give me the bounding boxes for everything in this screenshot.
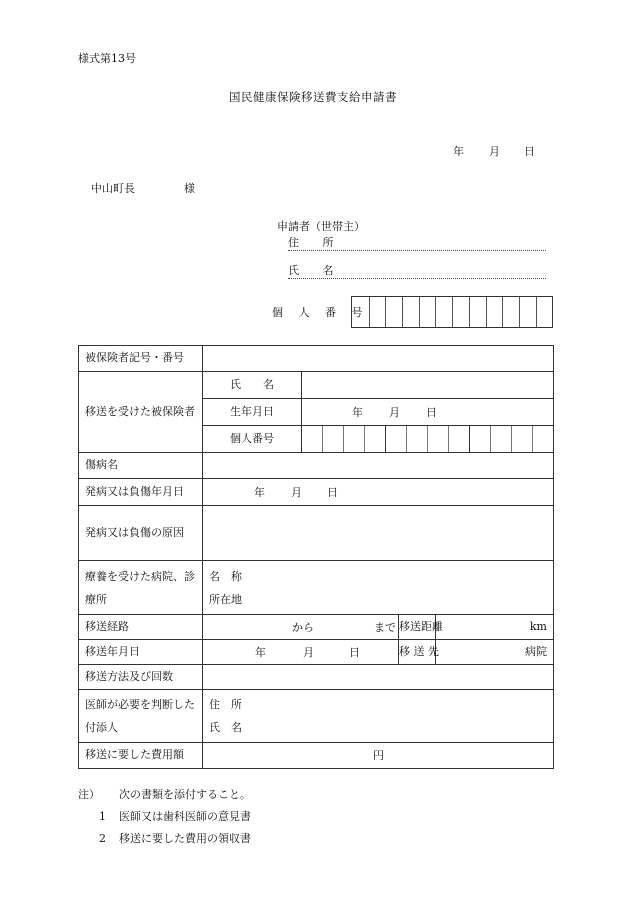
- birthdate-field[interactable]: [302, 399, 554, 426]
- applicant-address-field[interactable]: [288, 234, 546, 251]
- birthdate-label: 生年月日: [203, 399, 302, 426]
- onset-year-label: 年: [254, 486, 265, 499]
- digit-box[interactable]: [369, 297, 386, 327]
- route-field[interactable]: [203, 615, 399, 640]
- transport-date-field[interactable]: [203, 640, 399, 665]
- applicant-address-label: 住 所: [288, 236, 344, 249]
- transported-person-label: 移送を受けた被保険者: [79, 372, 203, 453]
- distance-field[interactable]: [436, 615, 554, 640]
- digit-box[interactable]: [486, 297, 503, 327]
- digit-box[interactable]: [435, 297, 452, 327]
- page-title: 国民健康保険移送費支給申請書: [229, 90, 397, 104]
- note-item-number: 1: [99, 810, 106, 823]
- notes: [78, 784, 251, 850]
- digit-box[interactable]: [469, 297, 486, 327]
- notes-prefix: 注）: [78, 788, 100, 801]
- hospital-address-label: 所在地: [209, 592, 242, 606]
- route-to-label: まで: [374, 621, 396, 634]
- attendant-field[interactable]: [203, 690, 554, 743]
- method-field[interactable]: [203, 665, 554, 690]
- onset-month-label: 月: [291, 486, 302, 499]
- yen-unit: 円: [373, 749, 384, 762]
- application-table: [78, 345, 554, 769]
- hospital-label: 療養を受けた病院、診療所: [79, 561, 203, 615]
- insured-number-label: 被保険者記号・番号: [79, 346, 203, 372]
- hospital-name-label: 名 称: [209, 569, 242, 583]
- km-unit: km: [529, 619, 547, 633]
- onset-day-label: 日: [327, 486, 338, 499]
- digit-box[interactable]: [419, 297, 436, 327]
- digit-box[interactable]: [536, 297, 553, 327]
- digit-box[interactable]: [402, 297, 419, 327]
- digit-box[interactable]: [519, 297, 536, 327]
- digit-box[interactable]: [385, 297, 402, 327]
- transport-date-label: 移送年月日: [79, 640, 203, 665]
- cost-field[interactable]: [203, 743, 554, 769]
- note-item-text: 医師又は歯科医師の意見書: [119, 810, 251, 823]
- hospital-suffix: 病院: [525, 644, 547, 658]
- cause-field[interactable]: [203, 506, 554, 561]
- disease-field[interactable]: [203, 453, 554, 479]
- cost-label: 移送に要した費用額: [79, 743, 203, 769]
- transport-day-label: 日: [349, 646, 360, 659]
- birth-day-label: 日: [426, 406, 437, 419]
- name-field[interactable]: [302, 372, 554, 399]
- onset-date-field[interactable]: [203, 479, 554, 506]
- note-item-number: 2: [99, 832, 106, 845]
- disease-label: 傷病名: [79, 453, 203, 479]
- digit-box[interactable]: [452, 297, 469, 327]
- form-number: 様式第13号: [78, 52, 136, 65]
- route-label: 移送経路: [79, 615, 203, 640]
- onset-date-label: 発病又は負傷年月日: [79, 479, 203, 506]
- date-month-label: 月: [489, 145, 500, 158]
- digit-box[interactable]: [352, 297, 369, 327]
- destination-field[interactable]: [436, 640, 554, 665]
- addressee-name: 中山町長: [91, 182, 135, 195]
- transport-year-label: 年: [255, 646, 266, 659]
- route-from-label: から: [292, 621, 314, 634]
- attendant-address-label: 住 所: [209, 698, 242, 711]
- cause-label: 発病又は負傷の原因: [79, 506, 203, 561]
- destination-label: 移 送 先: [399, 640, 436, 665]
- addressee-honorific: 様: [184, 182, 195, 195]
- method-label: 移送方法及び回数: [79, 665, 203, 690]
- notes-intro: 次の書類を添付すること。: [119, 788, 251, 801]
- applicant-name-label: 氏 名: [288, 264, 344, 277]
- personal-number-label: 個人番号: [203, 426, 302, 453]
- applicant-label: 申請者（世帯主）: [277, 220, 365, 233]
- name-label: 氏 名: [203, 372, 302, 399]
- birth-month-label: 月: [389, 406, 400, 419]
- applicant-name-field[interactable]: [288, 262, 546, 279]
- doctor-attendant-label: 医師が必要を判断した付添人: [79, 690, 203, 743]
- distance-label: 移送距離: [399, 615, 436, 640]
- hospital-field[interactable]: [203, 561, 554, 615]
- personal-number-boxes[interactable]: [302, 426, 554, 453]
- transport-month-label: 月: [303, 646, 314, 659]
- note-item-text: 移送に要した費用の領収書: [119, 832, 251, 845]
- applicant-my-number-label: 個 人 番 号: [272, 306, 369, 319]
- applicant-my-number-boxes[interactable]: [351, 296, 553, 328]
- date-day-label: 日: [524, 145, 535, 158]
- insured-number-field[interactable]: [203, 346, 554, 372]
- attendant-name-label: 氏 名: [209, 721, 242, 734]
- date-year-label: 年: [453, 145, 464, 158]
- digit-box[interactable]: [502, 297, 519, 327]
- birth-year-label: 年: [352, 406, 363, 419]
